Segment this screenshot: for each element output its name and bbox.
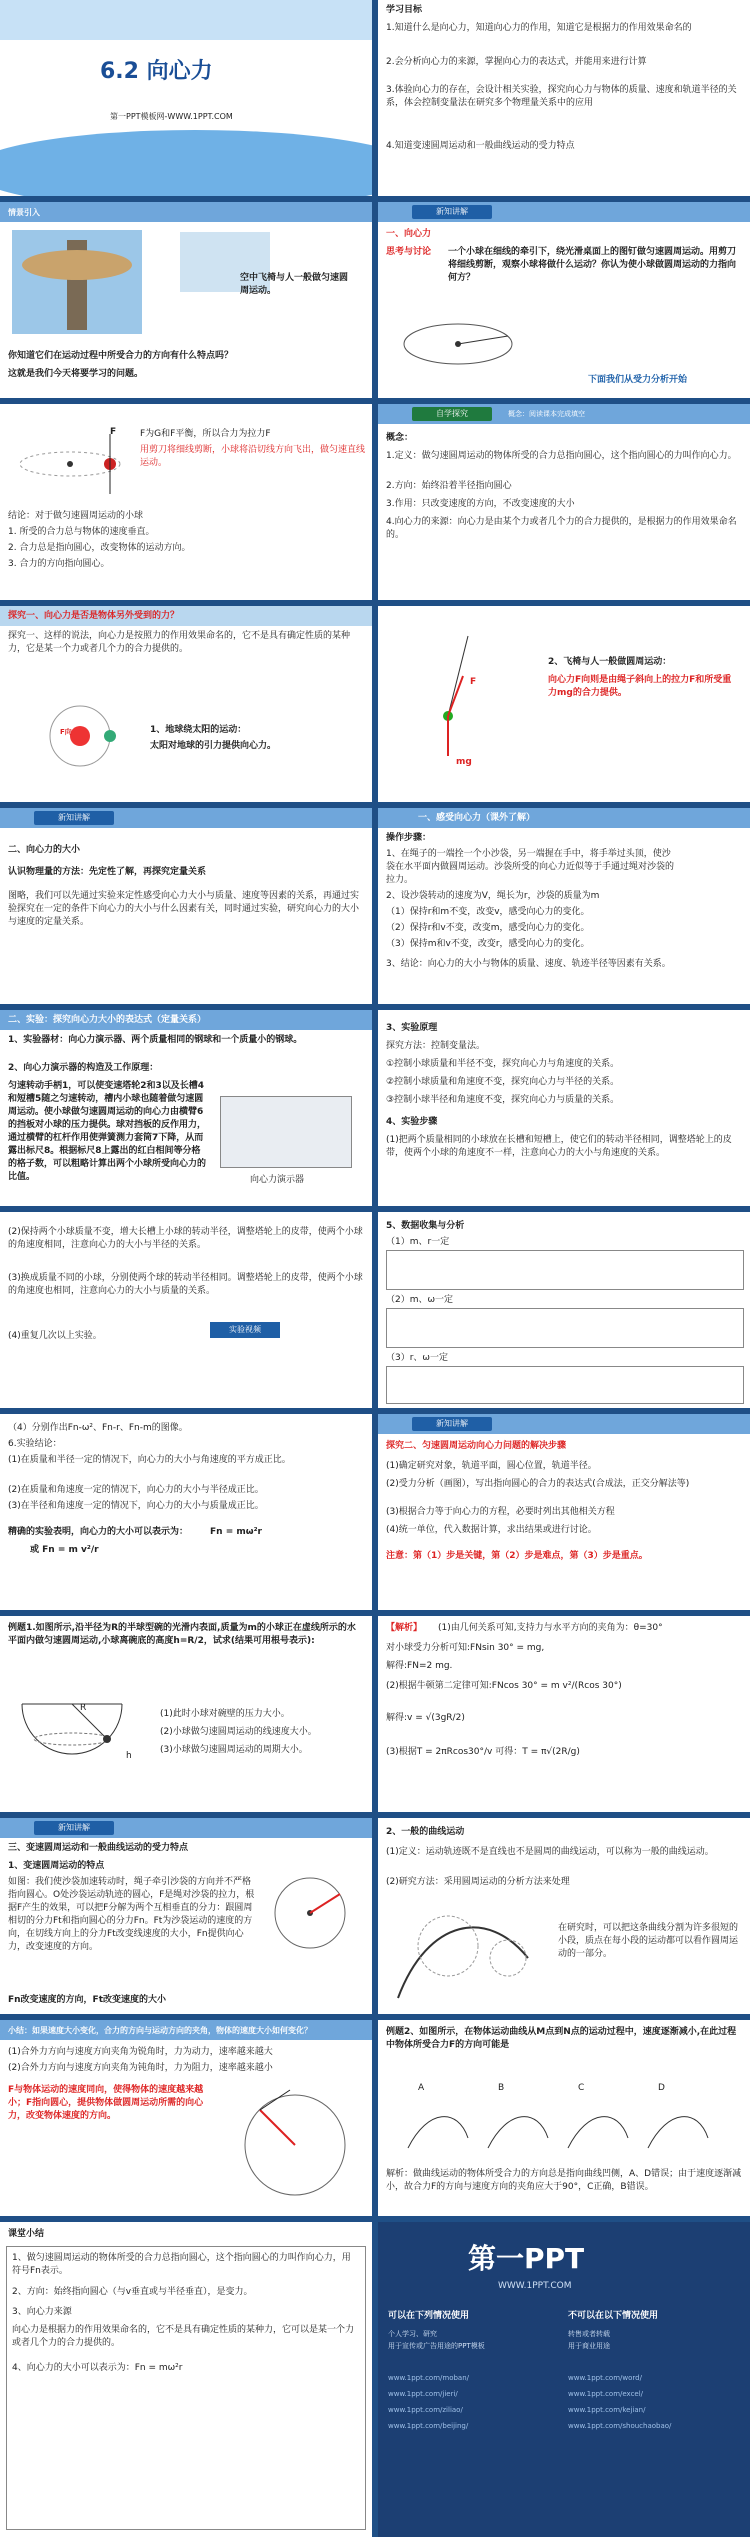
force-label-f: F [110,427,117,437]
step-2c: （3）保持m和v不变，改变r，感受向心力的变化。 [386,939,590,949]
summary-title: 课堂小结 [8,2229,45,2239]
variable-3: Fn改变速度的方向，Ft改变速度的大小 [8,1995,167,2005]
bowl-diagram [12,1684,132,1794]
slide-feel-force [378,808,750,1004]
principle-heading: 3、实验原理 [386,1023,438,1033]
principle-3: ②控制小球质量和角速度不变，探究向心力与半径的关系。 [386,1077,620,1087]
sun-label: F向 [60,728,72,736]
slide-principle [378,1010,750,1206]
principle-2: ①控制小球质量和半径不变，探究向心力与角速度的关系。 [386,1059,620,1069]
summary-2: 2、方向：始终指向圆心（与v垂直或与半径垂直），是变力。 [12,2287,253,2297]
summary-1: 1、做匀速圆周运动的物体所受的合力总指向圆心，这个指向圆心的力叫作向心力，用符号Fn表示。 [12,2253,351,2276]
example-2-text: 例题2、如图所示，在物体运动曲线从M点到N点的运动过程中，速度逐渐减小,在此过程中物体所受合力F的方向可能是 [386,2027,737,2050]
slide-objectives [378,0,750,196]
objective-4: 4.知道变速圆周运动和一般曲线运动的受力特点 [386,141,575,151]
solve-3: (3)根据合力等于向心力的方程，必要时列出其他相关方程 [386,1507,615,1517]
principle-1: 探究方法：控制变量法。 [386,1041,486,1051]
conclusion-3: (1)在质量和半径一定的情况下，向心力的大小与角速度的平方成正比。 [8,1455,291,1465]
swing-caption-1: 2、飞椅与人一般做圆周运动： [548,657,672,667]
definition-1: 1.定义：做匀速圆周运动的物体所受的合力总指向圆心，这个指向圆心的力叫作向心力。 [386,451,737,461]
link-2[interactable]: www.1ppt.com/jieri/ [388,2390,458,2398]
section-title: 一、向心力 [386,229,432,239]
badge-new-3: 新知讲解 [412,1417,492,1431]
slide-subtitle: 第一PPT模板网-WWW.1PPT.COM [110,112,233,121]
demonstrator-caption: 向心力演示器 [250,1175,305,1185]
slide-steps-cont [0,1212,372,1408]
slide-intro [0,202,372,398]
slide-example-1 [0,1616,372,1812]
force-line-5: 2. 合力总是指向圆心，改变物体的运动方向。 [8,543,191,553]
principle-5: 4、实验步骤 [386,1117,438,1127]
link-3[interactable]: www.1ppt.com/ziliao/ [388,2406,463,2414]
curve-2: (2)研究方法：采用圆周运动的分析方法来处理 [386,1877,570,1887]
think-body: 一个小球在细线的牵引下，绕光滑桌面上的图钉做匀速圆周运动。用剪刀将细线剪断，观察小球将做什么运动？你认为使小球做圆周运动的力指向何方？ [448,247,737,283]
data-table-1 [386,1250,744,1290]
cont-1: (2)保持两个小球质量不变，增大长槽上小球的转动半径，调整塔轮上的皮带，使两个小球的角速度相同，注意向心力的大小与半径的关系。 [8,1227,363,1250]
variable-1: 1、变速圆周运动的特点 [8,1861,105,1871]
angle-diagram [230,2080,360,2210]
step-3: 3、结论：向心力的大小与物体的质量、速度、轨迹半径等因素有关系。 [386,959,671,969]
video-button[interactable]: 实验视频 [210,1322,280,1338]
force-line-6: 3. 合力的方向指向圆心。 [8,559,110,569]
objective-2: 2.会分析向心力的来源，掌握向心力的表达式，并能用来进行计算 [386,57,647,67]
option-c[interactable]: C [578,2083,585,2093]
slide-variable-motion [0,1818,372,2014]
slide-example-2 [378,2020,750,2216]
think-label: 思考与讨论 [386,247,432,257]
angle-2: (2)合外力方向与速度方向夹角为钝角时，力为阻力，速率越来越小 [8,2063,273,2073]
feel-title: 一、感受向心力（课外了解） [418,813,536,823]
slide-definition [378,404,750,600]
link-5[interactable]: www.1ppt.com/word/ [568,2374,642,2382]
slide-credits [378,2222,750,2537]
exp-line-2: 2、向心力演示器的构造及工作原理： [8,1063,159,1073]
slide-class-summary [0,2222,372,2537]
experiment-title: 二、实验：探究向心力大小的表达式（定量关系） [8,1015,207,1025]
link-7[interactable]: www.1ppt.com/kejian/ [568,2406,646,2414]
swing-force-diagram [418,626,518,776]
slide-solution-1 [378,1616,750,1812]
radius-label: R [80,1703,87,1713]
option-b[interactable]: B [498,2083,505,2093]
forbidden-1: 转售或者转载 [568,2330,610,2338]
forbidden-2: 用于商业用途 [568,2342,610,2350]
link-1[interactable]: www.1ppt.com/moban/ [388,2374,470,2382]
step-2b: （2）保持r和v不变，改变m，感受向心力的变化。 [386,923,590,933]
conclusion-4: (2)在质量和角速度一定的情况下，向心力的大小与半径成正比。 [8,1485,264,1495]
angle-note: F与物体运动的速度同向，使得物体的速度越来越小；F指向圆心，提供物体做圆周运动所需的向心力，改变物体速度的方向。 [8,2085,204,2121]
definition-3: 3.作用：只改变速度的方向，不改变速度的大小 [386,499,575,509]
link-4[interactable]: www.1ppt.com/beijing/ [388,2422,469,2430]
solve-heading: 探究二、匀速圆周运动向心力问题的解决步骤 [386,1441,567,1451]
data-heading: 5、数据收集与分析 [386,1221,465,1231]
question-3: (3)小球做匀速圆周运动的周期大小。 [160,1745,308,1755]
data-table-3 [386,1366,744,1404]
question-2: (2)小球做匀速圆周运动的线速度大小。 [160,1727,317,1737]
option-d[interactable]: D [658,2083,665,2093]
force-line-2: 用剪刀将细线剪断，小球将沿切线方向飞出，做匀速直线运动。 [140,445,366,468]
allowed-2: 用于宣传或广告用途的PPT模板 [388,2342,485,2350]
step-2: 2、设沙袋转动的速度为V，绳长为r，沙袋的质量为m [386,891,600,901]
credits-url: WWW.1PPT.COM [498,2281,572,2291]
principle-6: (1)把两个质量相同的小球放在长槽和短槽上，使它们的转动半径相同，调整塔轮上的皮带，使两个小球的角速度不一样，注意向心力的大小与角速度的关系。 [386,1135,732,1158]
exp-line-3: 匀速转动手柄1，可以使变速塔轮2和3以及长槽4和短槽5随之匀速转动，槽内小球也随着做匀速圆周运动。使小球做匀速圆周运动的向心力由横臂6的挡板对小球的压力提供。球对挡板的反作用力，通过横臂的杠杆作用使弹簧测力套筒7下降，从而露出标尺8。根据标尺8上露出的红白相间等分格的格子数，可以粗略计算出两个小球所受向心力的比值。 [8,1081,207,1182]
conclusion-2: 6.实验结论： [8,1439,62,1449]
slide-title-text: 6.2 向心力 [100,59,213,84]
definition-4: 4.向心力的来源：向心力是由某个力或者几个力的合力提供的，是根据力的作用效果命名的。 [386,517,737,540]
variable-heading: 三、变速圆周运动和一般曲线运动的受力特点 [8,1843,189,1853]
slide-swing-force [378,606,750,802]
slide-solve-steps [378,1414,750,1610]
example-2-answer: 解析：做曲线运动的物体所受合力的方向总是指向曲线凹侧，A、D错误；由于速度逐渐减小，故合力F的方向与速度方向的夹角应大于90°，C正确，B错误。 [386,2169,742,2192]
slide-conclusion [0,1414,372,1610]
principle-4: ③控制小球半径和角速度不变，探究向心力与质量的关系。 [386,1095,620,1105]
cont-2: (3)换成质量不同的小球，分别使两个球的转动半径相同。调整塔轮上的皮带，使两个小球的角速度也相同，注意向心力的大小与质量的关系。 [8,1273,363,1296]
example-1-text: 例题1.如图所示,沿半径为R的半球型碗的光滑内表面,质量为m的小球正在虚线所示的水平面内做匀速圆周运动,小球离碗底的高度h=R/2，试求(结果可用根号表示): [8,1623,356,1646]
definition-2: 2.方向：始终沿着半径指向圆心 [386,481,512,491]
conclusion-5: (3)在半径和角速度一定的情况下，向心力的大小与质量成正比。 [8,1501,264,1511]
allowed-heading: 可以在下列情况使用 [388,2311,470,2321]
option-a[interactable]: A [418,2083,425,2093]
height-label: h [126,1751,132,1761]
sun-earth-diagram [40,696,120,776]
conclusion-1: （4）分别作出Fn-ω²、Fn-r、Fn-m的图像。 [8,1423,188,1433]
slide-force-think [378,202,750,398]
slide-title [0,0,372,196]
solution-2: 对小球受力分析可知:FNsin 30° = mg, [386,1643,545,1653]
link-8[interactable]: www.1ppt.com/shouchaobao/ [568,2422,672,2430]
summary-5: 4、向心力的大小可以表示为：Fn = mω²r [12,2363,183,2373]
summary-3: 3、向心力来源 [12,2307,72,2317]
solution-6: (3)根据T = 2πRcos30°/v 可得：T = π√(2R/g) [386,1747,580,1757]
solution-3: 解得:FN=2 mg. [386,1661,453,1671]
slide-explore-one [0,606,372,802]
magnitude-heading: 二、向心力的大小 [8,845,81,855]
curve-note: 在研究时，可以把这条曲线分割为许多很短的小段，质点在每小段的运动都可以看作圆周运动的一部分。 [558,1923,739,1959]
cont-3: (4)重复几次以上实验。 [8,1331,102,1341]
variable-circle-diagram [270,1858,360,1958]
force-line-1: F为G和F平衡，所以合力为拉力F [140,429,271,439]
f-label: F [470,677,477,687]
intro-tag: 情景引入 [8,208,40,217]
formula-1: Fn = mω²r [210,1527,262,1537]
objective-1: 1.知道什么是向心力，知道向心力的作用，知道它是根据力的作用效果命名的 [386,23,692,33]
centripetal-demonstrator [220,1096,352,1168]
slide-summary-angle [0,2020,372,2216]
objective-3: 3.体验向心力的存在，会设计相关实验，探究向心力与物体的质量、速度和轨道半径的关系，体会控制变量法在研究多个物理量关系中的应用 [386,85,737,108]
explore-title: 探究一、向心力是否是物体另外受到的力？ [8,611,180,621]
slide-data [378,1212,750,1408]
credits-logo: 第一PPT [468,2242,585,2275]
slide-experiment [0,1010,372,1206]
intro-question: 你知道它们在运动过程中所受合力的方向有什么特点吗？ [8,351,234,361]
force-line-3: 结论：对于做匀速圆周运动的小球 [8,511,144,521]
explore-body: 探究一、这样的说法，向心力是按照力的作用效果命名的，它不是具有确定性质的某种力，它是某一个力或者几个力的合力提供的。 [8,631,351,654]
final-statement: 精确的实验表明，向心力的大小可以表示为： [8,1527,189,1537]
allowed-1: 个人学习、研究 [388,2330,437,2338]
swing-caption-2: 向心力F向则是由绳子斜向上的拉力F和所受重力mg的合力提供。 [548,675,732,698]
solution-4: (2)根据牛顿第二定律可知:FNcos 30° = m v²/(Rcos 30°) [386,1681,622,1691]
curve-diagram [388,1898,538,2008]
slide-general-curve [378,1818,750,2014]
self-study-tag: 自学探究 [412,407,492,421]
table-3-title: （3）r、ω一定 [386,1353,448,1363]
table-1-title: （1）m、r一定 [386,1237,450,1247]
step-1: 1、在绳子的一端拴一个小沙袋，另一端握在手中，将手举过头顶，使沙袋在水平面内做圆周运动。沙袋所受的向心力近似等于手通过绳对沙袋的拉力。 [386,849,675,885]
solution-head: 【解析】 [386,1623,423,1633]
self-study-note: 概念：阅读课本完成填空 [508,410,585,418]
force-line-4: 1. 所受的合力总与物体的速度垂直。 [8,527,155,537]
data-table-2 [386,1308,744,1348]
variable-2: 如图：我们使沙袋加速转动时，绳子牵引沙袋的方向并不严格指向圆心。O处沙袋运动轨迹的圆心，F是绳对沙袋的拉力，根据F产生的效果，可以把F分解为两个互相垂直的分力：跟圆周相切的分力Ft和指向圆心的分力Fn。Ft为沙袋运动的速度的方向，在切线方向上的分力Ft改变线速度的大小，Fn提供向心力，改变速度的方向。 [8,1877,255,1952]
steps-heading: 操作步骤： [386,833,432,843]
badge-new-2: 新知讲解 [34,811,114,825]
question-1: (1)此时小球对碗壁的压力大小。 [160,1709,290,1719]
magnitude-body: 图略，我们可以先通过实验来定性感受向心力大小与质量、速度等因素的关系，再通过实验探究在一定的条件下向心力的大小与什么因素有关，同时通过实验，研究向心力的大小与速度的定量关系。 [8,891,360,927]
summary-4: 向心力是根据力的作用效果命名的，它不是具有确定性质的某种力，它可以是某一个力或者几个力的合力提供的。 [12,2325,355,2348]
curve-1: (1)定义：运动轨迹既不是直线也不是圆周的曲线运动，可以称为一般的曲线运动。 [386,1847,714,1857]
options-diagram [398,2098,738,2158]
angle-1: (1)合外力方向与速度方向夹角为锐角时，力为动力，速率越来越大 [8,2047,273,2057]
slide-magnitude [0,808,372,1004]
intro-caption: 空中飞椅与人一般做匀速圆周运动。 [240,273,349,296]
think-link[interactable]: 下面我们从受力分析开始 [588,375,688,385]
solution-1: (1)由几何关系可知,支持力与水平方向的夹角为：θ=30° [438,1623,663,1633]
solve-1: (1)确定研究对象，轨道平面，圆心位置，轨道半径。 [386,1461,597,1471]
objectives-heading: 学习目标 [386,5,423,15]
definition-heading: 概念： [386,433,414,443]
badge-new-4: 新知讲解 [34,1821,114,1835]
solution-5: 解得:v = √(3gR/2) [386,1713,465,1723]
angle-heading: 小结：如果速度大小变化，合力的方向与运动方向的夹角，物体的速度大小如何变化？ [8,2026,312,2035]
mg-label: mg [456,757,472,767]
badge-new: 新知讲解 [412,205,492,219]
swing-ride-image [12,230,142,334]
table-2-title: （2）m、ω一定 [386,1295,454,1305]
formula-2: 或 Fn = m v²/r [30,1545,99,1555]
intro-follow: 这就是我们今天将要学习的问题。 [8,369,144,379]
link-6[interactable]: www.1ppt.com/excel/ [568,2390,644,2398]
earth-caption-2: 太阳对地球的引力提供向心力。 [150,741,277,751]
earth-caption-1: 1、地球绕太阳的运动： [150,725,247,735]
solve-note: 注意：第（1）步是关键，第（2）步是难点，第（3）步是重点。 [386,1551,648,1561]
curve-heading: 2、一般的曲线运动 [386,1827,465,1837]
magnitude-method: 认识物理量的方法：先定性了解，再探究定量关系 [8,867,207,877]
slide-force-analysis [0,404,372,600]
forbidden-heading: 不可以在以下情况使用 [568,2311,659,2321]
exp-line-1: 1、实验器材：向心力演示器、两个质量相同的钢球和一个质量小的钢球。 [8,1035,303,1045]
step-2a: （1）保持r和m不变，改变v，感受向心力的变化。 [386,907,590,917]
table-circle-diagram [398,314,518,374]
solve-4: (4)统一单位，代入数据计算，求出结果或进行讨论。 [386,1525,597,1535]
solve-2: (2)受力分析（画图），写出指向圆心的合力的表达式(合成法，正交分解法等) [386,1479,690,1489]
